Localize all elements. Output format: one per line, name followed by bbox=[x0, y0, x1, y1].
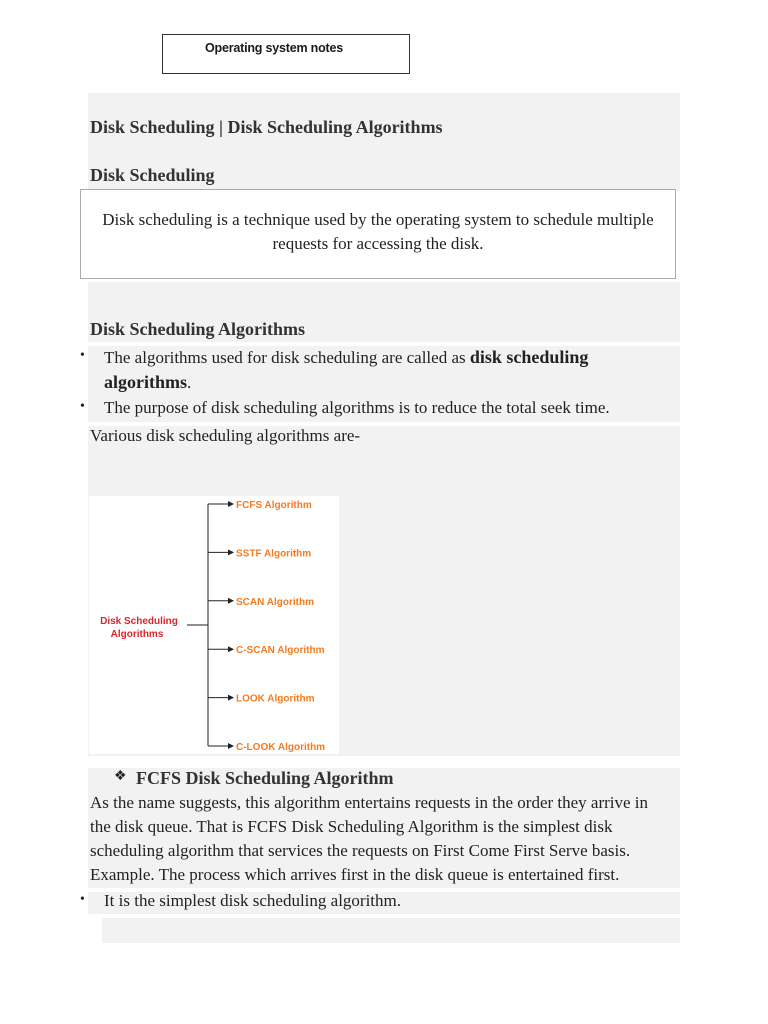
definition-text: Disk scheduling is a technique used by the operating system to schedule multiple requests for accessing the disk. bbox=[102, 210, 654, 253]
bullet-text-1 bbox=[104, 345, 664, 395]
list-item bbox=[80, 890, 680, 914]
bullet1-bold: disk scheduling bbox=[469, 347, 589, 367]
diagram-leaf-label: C-LOOK Algorithm bbox=[236, 742, 326, 753]
fcfs-line-3: scheduling algorithm that services the requests on First Come First Serve basis. bbox=[90, 841, 631, 860]
bullet1-text: The algorithms used for disk scheduling are called as bbox=[104, 348, 470, 367]
bullet-glyph: • bbox=[80, 892, 85, 907]
diamond-bullet-icon: ❖ bbox=[114, 769, 127, 784]
bullet-glyph: • bbox=[80, 348, 85, 363]
various-text: Various disk scheduling algorithms are- bbox=[90, 426, 361, 445]
list-item bbox=[80, 397, 680, 421]
document-header-box bbox=[162, 34, 410, 74]
bullet1-post: . bbox=[187, 373, 192, 392]
fcfs-line-1: As the name suggests, this algorithm entertains requests in the order they arrive in bbox=[90, 793, 649, 812]
diagram-leaf-label: LOOK Algorithm bbox=[236, 693, 315, 705]
list-item bbox=[80, 346, 680, 398]
trailing-panel bbox=[102, 918, 680, 943]
bullet1-bold2: algorithms bbox=[104, 372, 187, 392]
bullet-text-3: It is the simplest disk scheduling algorithm. bbox=[104, 891, 402, 910]
section-heading-algorithms: Disk Scheduling Algorithms bbox=[90, 319, 306, 339]
main-heading: Disk Scheduling | Disk Scheduling Algorithms bbox=[90, 117, 443, 137]
document-title: Operating system notes bbox=[205, 41, 344, 55]
fcfs-heading: FCFS Disk Scheduling Algorithm bbox=[136, 768, 394, 788]
diagram-leaf-label: SSTF Algorithm bbox=[236, 548, 312, 560]
diagram-leaf-label: SCAN Algorithm bbox=[236, 596, 314, 608]
algorithms-tree-svg bbox=[89, 496, 339, 754]
fcfs-line-4: Example. The process which arrives first in the disk queue is entertained first. bbox=[90, 865, 620, 884]
diagram-leaf-label: FCFS Algorithm bbox=[236, 500, 312, 511]
definition-box bbox=[80, 189, 676, 279]
bullet-glyph: • bbox=[80, 399, 85, 414]
bullet-text-2: The purpose of disk scheduling algorithms is to reduce the total seek time. bbox=[104, 398, 610, 417]
section-heading-disk-scheduling: Disk Scheduling bbox=[90, 165, 215, 185]
diagram-leaf-label: C-SCAN Algorithm bbox=[236, 645, 325, 657]
algorithms-diagram bbox=[89, 496, 339, 754]
diagram-root-line2: Algorithms bbox=[110, 629, 164, 640]
diagram-root-line1: Disk Scheduling bbox=[100, 616, 178, 627]
fcfs-line-2: the disk queue. That is FCFS Disk Scheduling Algorithm is the simplest disk bbox=[90, 817, 613, 836]
